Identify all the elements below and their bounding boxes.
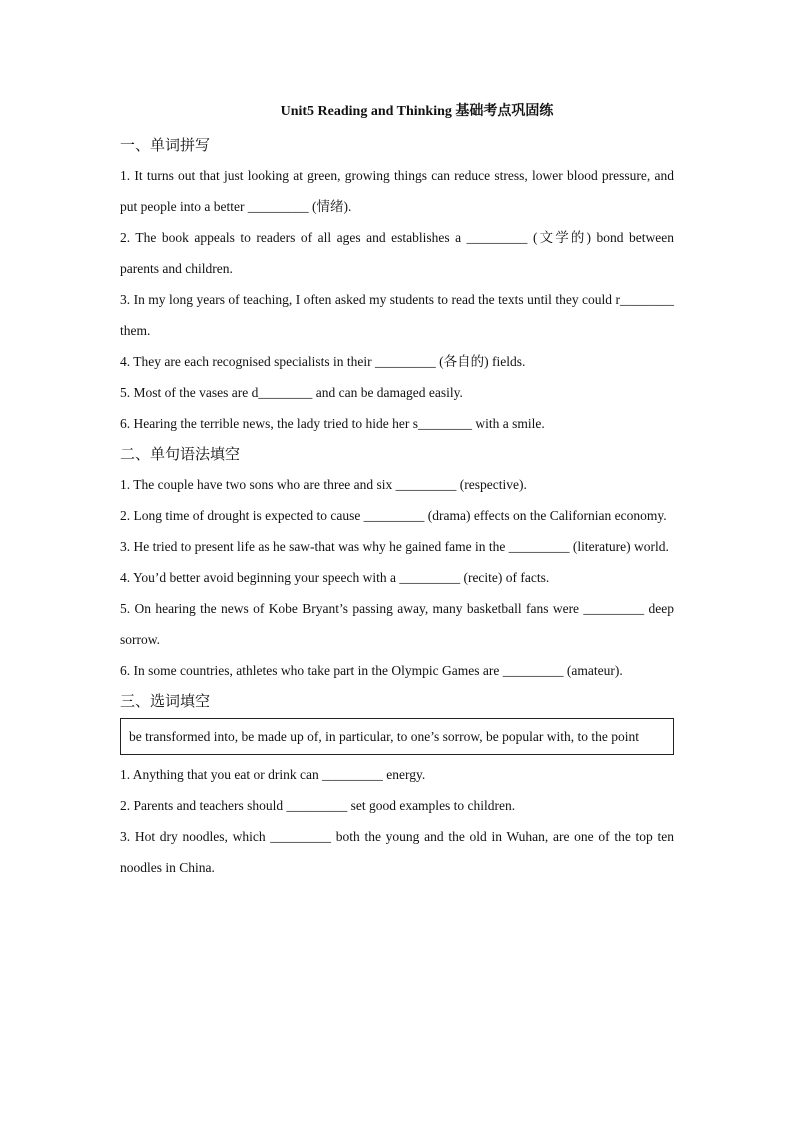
- question-item: 3. In my long years of teaching, I often asked my students to read the texts until they could r________ them.: [120, 292, 674, 338]
- question-item: 2. Long time of drought is expected to cause _________ (drama) effects on the Californian economy.: [120, 508, 667, 523]
- worksheet-page: [120, 100, 674, 883]
- section-word-choice: [120, 686, 674, 883]
- question-item: 6. Hearing the terrible news, the lady tried to hide her s________ with a smile.: [120, 416, 545, 431]
- question-item: 2. Parents and teachers should _________ set good examples to children.: [120, 798, 516, 813]
- section-heading: 三、选词填空: [120, 692, 211, 710]
- question-item: 1. It turns out that just looking at green, growing things can reduce stress, lower blood pressure, and put people into a better _________ (情绪).: [120, 168, 674, 214]
- question-item: 5. Most of the vases are d________ and can be damaged easily.: [120, 385, 463, 400]
- section-heading: 一、单词拼写: [120, 136, 211, 154]
- worksheet-title: Unit5 Reading and Thinking 基础考点巩固练: [280, 104, 554, 119]
- section-spelling: [120, 130, 674, 439]
- question-item: 3. Hot dry noodles, which _________ both the young and the old in Wuhan, are one of the top ten noodles in China.: [120, 829, 674, 875]
- question-item: 3. He tried to present life as he saw-that was why he gained fame in the _________ (literature) world.: [120, 539, 669, 554]
- question-item: 1. The couple have two sons who are three and six _________ (respective).: [120, 477, 527, 492]
- question-item: 2. The book appeals to readers of all ages and establishes a _________ (文学的) bond between parents and children.: [120, 230, 674, 276]
- question-item: 1. Anything that you eat or drink can _________ energy.: [120, 767, 426, 782]
- question-item: 4. You’d better avoid beginning your speech with a _________ (recite) of facts.: [120, 570, 550, 585]
- question-item: 5. On hearing the news of Kobe Bryant’s passing away, many basketball fans were _________ deep sorrow.: [120, 601, 674, 647]
- question-item: 6. In some countries, athletes who take part in the Olympic Games are _________ (amateur).: [120, 663, 623, 678]
- word-bank-box: be transformed into, be made up of, in particular, to one’s sorrow, be popular with, to the point: [120, 718, 674, 755]
- section-grammar: [120, 439, 674, 686]
- question-item: 4. They are each recognised specialists in their _________ (各自的) fields.: [120, 354, 526, 369]
- section-heading: 二、单句语法填空: [120, 445, 241, 463]
